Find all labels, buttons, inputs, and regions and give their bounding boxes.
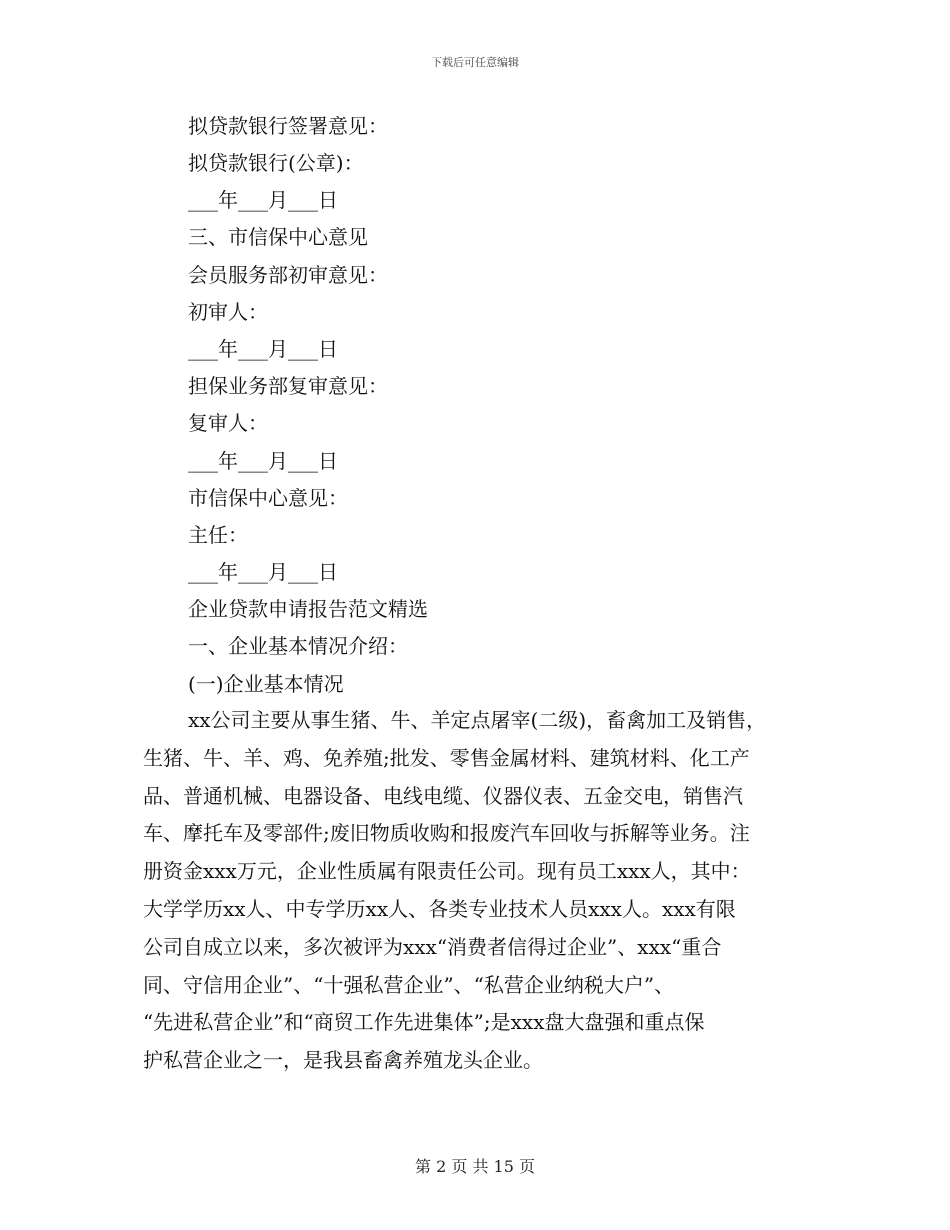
text-line: 拟贷款银行签署意见： [188,114,388,138]
paragraph-line: 品、普通机械、电器设备、电线电缆、仪器仪表、五金交电，销售汽 [143,783,743,808]
paragraph-line: 册资金xxx万元，企业性质属有限责任公司。现有员工xxx人，其中： [143,859,751,884]
paragraph-line: 大学学历xx人、中专学历xx人、各类专业技术人员xxx人。xxx有限 [143,896,736,921]
paragraph-line: 公司自成立以来，多次被评为xxx“消费者信得过企业”、xxx“重合 [143,934,722,959]
text-line: 拟贷款银行(公章)： [188,151,364,175]
paragraph-line: 生猪、牛、羊、鸡、免养殖;批发、零售金属材料、建筑材料、化工产 [143,745,750,770]
paragraph-line: 护私营企业之一，是我县畜禽养殖龙头企业。 [143,1048,543,1073]
page-number: 第 2 页 共 15 页 [415,1157,535,1176]
text-line: 初审人： [188,300,268,324]
section-heading: 一、企业基本情况介绍： [188,634,408,658]
body-paragraph [143,708,811,1086]
paragraph-line: xx公司主要从事生猪、牛、羊定点屠宰(二级)，畜禽加工及销售， [188,708,767,732]
date-line: ___年___月___日 [188,449,338,473]
paragraph-line: 车、摩托车及零部件;废旧物质收购和报废汽车回收与拆解等业务。注 [143,821,750,846]
page-header: 下载后可任意编辑 [431,56,519,69]
subsection-heading: (一)企业基本情况 [188,672,344,696]
date-line: ___年___月___日 [188,188,338,212]
paragraph-line: 同、守信用企业”、“十强私营企业”、“私营企业纳税大户”、 [143,972,675,997]
text-line: 主任： [188,523,248,547]
date-line: ___年___月___日 [188,337,338,361]
paragraph-line: “先进私营企业”和“商贸工作先进集体”;是xxx盘大盘强和重点保 [143,1010,705,1035]
text-line: 复审人： [188,411,268,435]
text-line: 市信保中心意见： [188,486,348,510]
date-line: ___年___月___日 [188,560,338,584]
text-line: 会员服务部初审意见： [188,263,388,287]
text-line: 担保业务部复审意见： [188,374,388,398]
section-heading: 三、市信保中心意见 [188,225,368,249]
document-title: 企业贷款申请报告范文精选 [188,597,428,621]
